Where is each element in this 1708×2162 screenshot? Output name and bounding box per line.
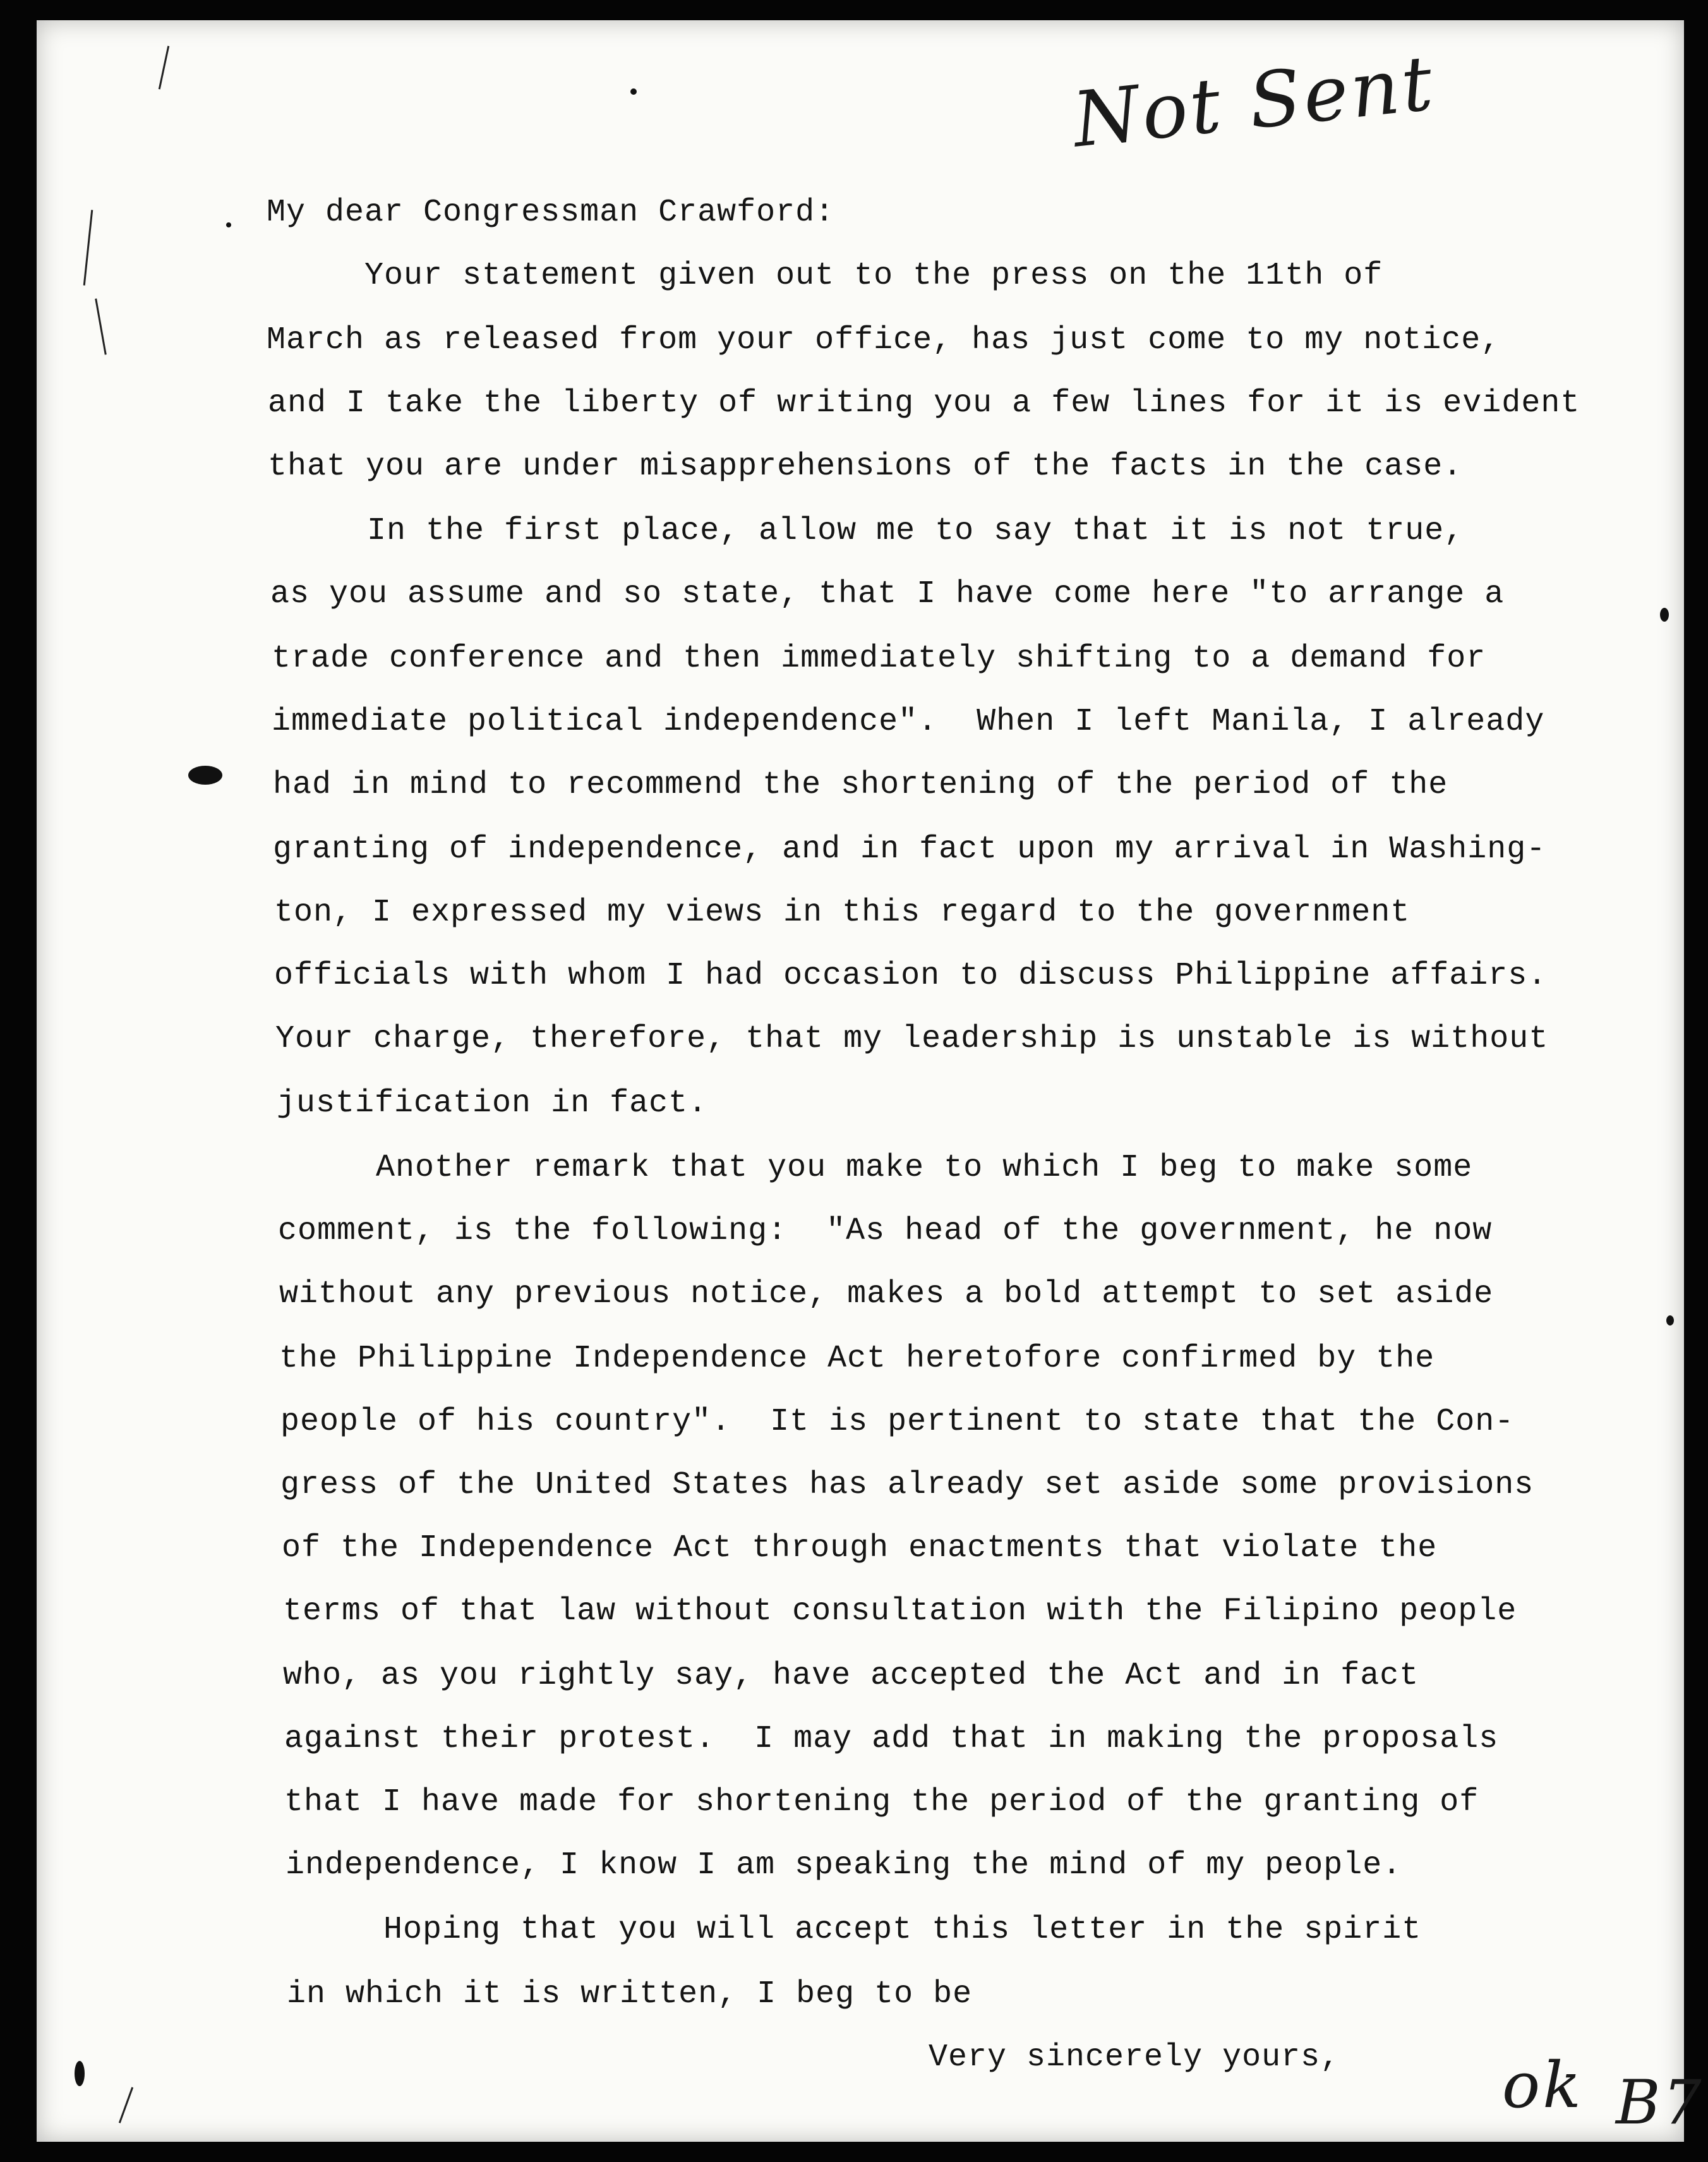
ink-blot — [188, 766, 222, 785]
scan-mark — [119, 2087, 133, 2123]
ink-speck — [1660, 608, 1669, 622]
closing: Very sincerely yours, — [929, 2039, 1340, 2075]
handwritten-not-sent-note: Not Sent — [1069, 39, 1440, 165]
paragraph-line: the Philippine Independence Act heretofore confirmed by the — [279, 1341, 1435, 1377]
scan-mark — [95, 298, 107, 354]
paragraph-line: gress of the United States has already set aside some provisions — [280, 1467, 1534, 1503]
paragraph-line: immediate political independence". When I left Manila, I already — [272, 704, 1545, 740]
paragraph-line: against their protest. I may add that in making the proposals — [284, 1721, 1499, 1757]
paragraph-line: had in mind to recommend the shortening of the period of the — [273, 767, 1448, 803]
paragraph-line: March as released from your office, has just come to my notice, — [267, 322, 1501, 358]
letter-page — [37, 20, 1704, 2142]
paragraph-line: people of his country". It is pertinent to state that the Con- — [280, 1404, 1515, 1440]
paragraph-line: Hoping that you will accept this letter in the spirit — [286, 1912, 1422, 1948]
scan-mark — [83, 210, 93, 286]
paragraph-line: In the first place, allow me to say that it is not true, — [269, 513, 1464, 549]
handwritten-reference-note: B7 — [1616, 2067, 1704, 2138]
paragraph-line: as you assume and so state, that I have come here "to arrange a — [270, 576, 1505, 612]
paragraph-line: comment, is the following: "As head of the government, he now — [278, 1213, 1493, 1249]
scan-mark — [159, 45, 169, 89]
paragraph-line: trade conference and then immediately shifting to a demand for — [272, 641, 1486, 677]
paragraph-line: and I take the liberty of writing you a few lines for it is evident — [268, 385, 1580, 421]
ink-speck — [1666, 1315, 1674, 1326]
paragraph-line: in which it is written, I beg to be — [287, 1976, 973, 2012]
ink-speck — [630, 88, 637, 95]
paragraph-line: Your charge, therefore, that my leadership is unstable is without — [275, 1021, 1549, 1057]
paragraph-line: granting of independence, and in fact upon my arrival in Washing- — [273, 831, 1546, 867]
paragraph-line: Your statement given out to the press on the 11th of — [267, 258, 1383, 294]
ink-speck — [226, 222, 231, 227]
handwritten-ok-note: ok — [1502, 2048, 1584, 2122]
paragraph-line: ton, I expressed my views in this regard to the government — [274, 895, 1410, 931]
ink-speck — [75, 2061, 85, 2086]
paragraph-line: who, as you rightly say, have accepted the Act and in fact — [283, 1658, 1419, 1694]
paragraph-line: without any previous notice, makes a bold attempt to set aside — [279, 1276, 1494, 1312]
paragraph-line: Another remark that you make to which I beg to make some — [278, 1150, 1473, 1186]
paragraph-line: terms of that law without consultation with the Filipino people — [283, 1593, 1517, 1629]
paragraph-line: that I have made for shortening the period of the granting of — [284, 1784, 1479, 1820]
paragraph-line: that you are under misapprehensions of the facts in the case. — [268, 449, 1463, 485]
paragraph-line: officials with whom I had occasion to discuss Philippine affairs. — [274, 958, 1548, 994]
paragraph-line: independence, I know I am speaking the mind of my people. — [286, 1847, 1402, 1883]
paragraph-line: of the Independence Act through enactments that violate the — [282, 1530, 1438, 1566]
paragraph-line: justification in fact. — [277, 1085, 708, 1121]
salutation: My dear Congressman Crawford: — [267, 195, 835, 231]
